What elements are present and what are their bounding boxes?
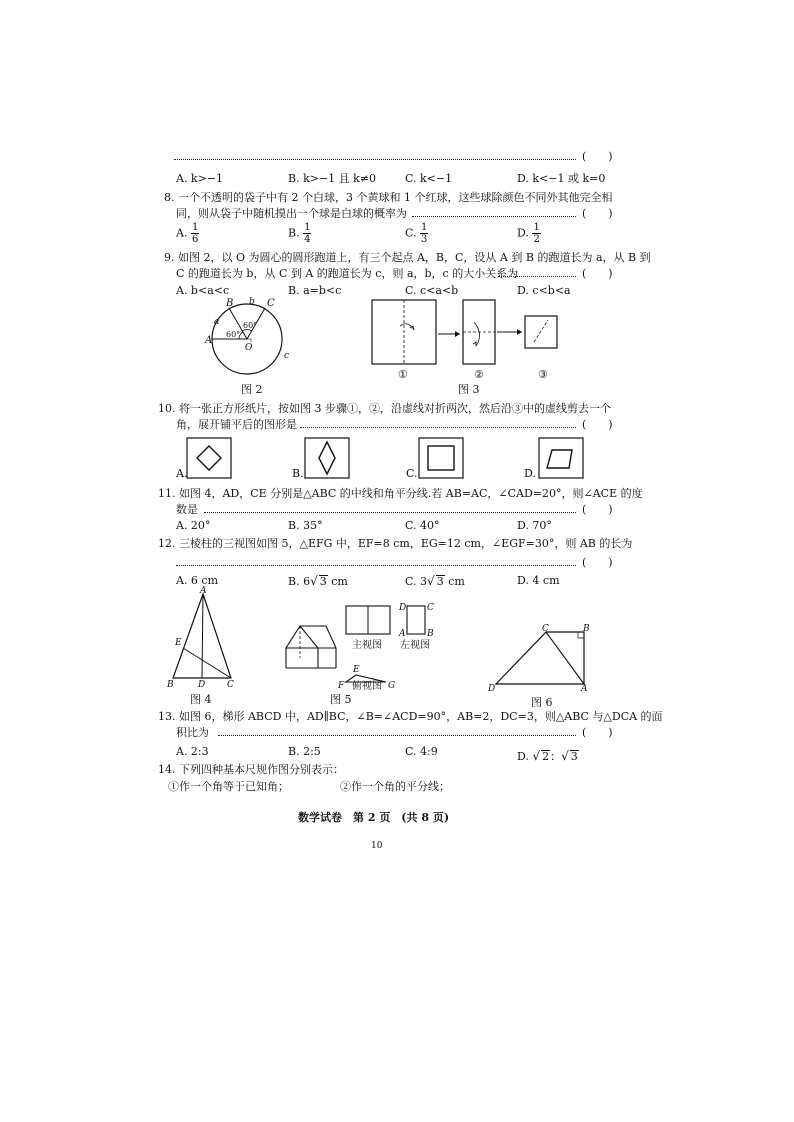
q9-option-c: C. c<a<b (405, 284, 459, 297)
option-label: D. (517, 226, 529, 240)
q7-option-b: B. k>−1 且 k≠0 (288, 172, 377, 185)
q8-option-d (517, 222, 541, 245)
unit: cm (331, 575, 348, 588)
q14-item-2: ②作一个角的平分线； (340, 780, 450, 793)
unit: cm (448, 575, 465, 588)
point-label: C (427, 603, 434, 613)
option-text: B. 6 (288, 575, 311, 588)
point-label: G (388, 681, 396, 691)
q9-stem-line2: C 的跑道长为 b，从 C 到 A 的跑道长为 c，则 a，b，c 的大小关系为 (176, 267, 519, 280)
q12-paren: ( ) (582, 556, 613, 569)
q14-item-1: ①作一个角等于已知角； (168, 780, 289, 793)
answer-leader (176, 565, 576, 566)
sqrt-radicand: 3 (319, 575, 327, 588)
denominator: 4 (304, 234, 311, 245)
q7-paren: ( ) (582, 150, 613, 163)
sqrt-icon: √ (561, 749, 569, 763)
figure-3-folding (370, 298, 580, 370)
q8-option-b (288, 222, 311, 245)
point-label: B (583, 624, 590, 634)
q11-option-d: D. 70° (517, 519, 552, 532)
fraction (532, 222, 540, 245)
q10-paren: ( ) (582, 418, 613, 431)
point-label: D (488, 684, 496, 694)
q10-option-c-shape (418, 437, 464, 479)
q11-stem-line1: 11. 如图 4，AD，CE 分别是△ABC 的中线和角平分线.若 AB=AC，∠CAD=20°，则∠ACE 的度 (158, 487, 643, 500)
point-label: D (198, 680, 206, 690)
figure-6-trapezoid (486, 622, 596, 692)
front-view-label: 主视图 (352, 640, 382, 651)
top-view-label: 俯视图 (352, 681, 382, 692)
q8-option-a (176, 222, 199, 245)
point-label: B (226, 298, 234, 309)
numerator: 1 (191, 222, 199, 233)
fig3-step-label: ① (398, 368, 408, 381)
q9-stem-line1: 9. 如图 2，以 O 为圆心的圆形跑道上，有三个起点 A，B，C，设从 A 到 B 的跑道长为 a，从 B 到 (164, 251, 651, 264)
fraction (191, 222, 199, 245)
q10-option-b-label: B. (292, 467, 304, 480)
sqrt-icon: √ (532, 749, 541, 763)
option-label: A. (176, 226, 188, 240)
q10-option-b-shape (304, 437, 350, 479)
q13-option-a: A. 2:3 (176, 745, 209, 758)
denominator: 2 (533, 234, 540, 245)
figure-2-circle (205, 297, 295, 380)
q10-option-d-shape (538, 437, 584, 479)
q12-option-b (288, 574, 348, 589)
figure-3-caption: 图 3 (458, 383, 480, 396)
figure-2-caption: 图 2 (241, 383, 263, 396)
ratio-separator: ： (550, 750, 562, 763)
q11-paren: ( ) (582, 503, 613, 516)
answer-leader (300, 427, 576, 428)
point-label: O (245, 343, 253, 353)
q11-option-c: C. 40° (405, 519, 440, 532)
point-label: E (175, 638, 182, 648)
answer-leader (498, 276, 576, 277)
q10-option-d-label: D. (524, 467, 536, 480)
q11-stem-line2: 数是 (176, 503, 198, 516)
q8-option-c (405, 222, 428, 245)
q13-option-b: B. 2:5 (288, 745, 321, 758)
page-number: 10 (371, 841, 383, 851)
fraction (303, 222, 311, 245)
figure-5-caption: 图 5 (330, 693, 352, 706)
fig3-step-label: ③ (538, 368, 548, 381)
point-label: A (581, 684, 588, 694)
q7-option-d: D. k<−1 或 k=0 (517, 172, 606, 185)
q12-option-d: D. 4 cm (517, 574, 560, 587)
fig3-step-label: ② (474, 368, 484, 381)
q10-option-a-label: A. (176, 467, 188, 480)
numerator: 1 (421, 222, 428, 233)
q7-option-c: C. k<−1 (405, 172, 453, 185)
page-footer: 数学试卷 第 2 页 (共 8 页) (298, 811, 450, 824)
q11-option-b: B. 35° (288, 519, 323, 532)
q12-option-a: A. 6 cm (176, 574, 219, 587)
q10-option-c-label: C. (406, 467, 418, 480)
numerator: 1 (304, 222, 311, 233)
q9-option-a: A. b<a<c (176, 284, 230, 297)
q10-option-a-shape (186, 437, 232, 479)
figure-6-caption: 图 6 (531, 696, 553, 709)
sqrt-icon: √ (427, 574, 435, 588)
q8-stem-line2: 同，则从袋子中随机摸出一个球是白球的概率为 (176, 207, 407, 220)
left-view-label: 左视图 (400, 640, 430, 651)
q8-paren: ( ) (582, 207, 613, 220)
q12-option-c (405, 574, 465, 589)
point-label: F (338, 681, 345, 691)
q7-option-a: A. k>−1 (176, 172, 224, 185)
figure-4-caption: 图 4 (190, 693, 212, 706)
option-label: C. (405, 226, 417, 240)
option-label: D. (517, 750, 529, 763)
numerator: 1 (533, 222, 540, 233)
q12-stem-line1: 12. 三棱柱的三视图如图 5，△EFG 中，EF=8 cm，EG=12 cm，∠EGF=30°，则 AB 的长为 (158, 537, 633, 550)
option-text: C. 3 (405, 575, 428, 588)
point-label: E (353, 665, 360, 675)
q13-stem-line2: 积比为 (176, 726, 209, 739)
option-label: B. (288, 226, 300, 240)
point-label: B (167, 680, 174, 690)
q11-option-a: A. 20° (176, 519, 211, 532)
answer-leader (204, 512, 576, 513)
point-label: A (399, 629, 406, 639)
q13-stem-line1: 13. 如图 6，梯形 ABCD 中，AD∥BC，∠B=∠ACD=90°，AB=2，DC=3，则△ABC 与△DCA 的面 (158, 710, 663, 723)
answer-leader (174, 159, 576, 160)
q9-option-d: D. c<b<a (517, 284, 571, 297)
point-label: A (205, 335, 213, 346)
figure-4-triangle (165, 588, 245, 688)
q13-option-c: C. 4:9 (405, 745, 438, 758)
sqrt-icon: √ (310, 574, 318, 588)
arc-label: c (284, 351, 290, 361)
sqrt-radicand: 2 (542, 750, 550, 763)
arc-label: b (249, 297, 255, 307)
point-label: C (267, 298, 275, 309)
sqrt-radicand: 3 (570, 750, 578, 763)
denominator: 3 (421, 234, 428, 245)
point-label: A (200, 586, 207, 596)
answer-leader (412, 216, 576, 217)
arc-label: a (214, 317, 220, 327)
point-label: D (399, 603, 407, 613)
q10-stem-line1: 10. 将一张正方形纸片，按如图 3 步骤①，②，沿虚线对折两次，然后沿③中的虚线剪去一个 (158, 402, 611, 415)
fraction (420, 222, 428, 245)
angle-label: 60° (243, 321, 258, 330)
denominator: 6 (191, 234, 199, 245)
q13-paren: ( ) (582, 726, 613, 739)
q14-stem: 14. 下列四种基本尺规作图分别表示： (158, 763, 344, 776)
q8-stem-line1: 8. 一个不透明的袋子中有 2 个白球，3 个黄球和 1 个红球，这些球除颜色不同外其他完全相 (164, 191, 613, 204)
point-label: C (542, 624, 549, 634)
point-label: C (227, 680, 234, 690)
q13-option-d (517, 749, 579, 764)
q9-paren: ( ) (582, 267, 613, 280)
q10-stem-line2: 角，展开铺平后的图形是 (176, 418, 297, 431)
sqrt-radicand: 3 (436, 575, 444, 588)
angle-label: 60° (226, 330, 241, 339)
q9-option-b: B. a=b<c (288, 284, 342, 297)
point-label: B (427, 629, 434, 639)
answer-leader (218, 735, 576, 736)
